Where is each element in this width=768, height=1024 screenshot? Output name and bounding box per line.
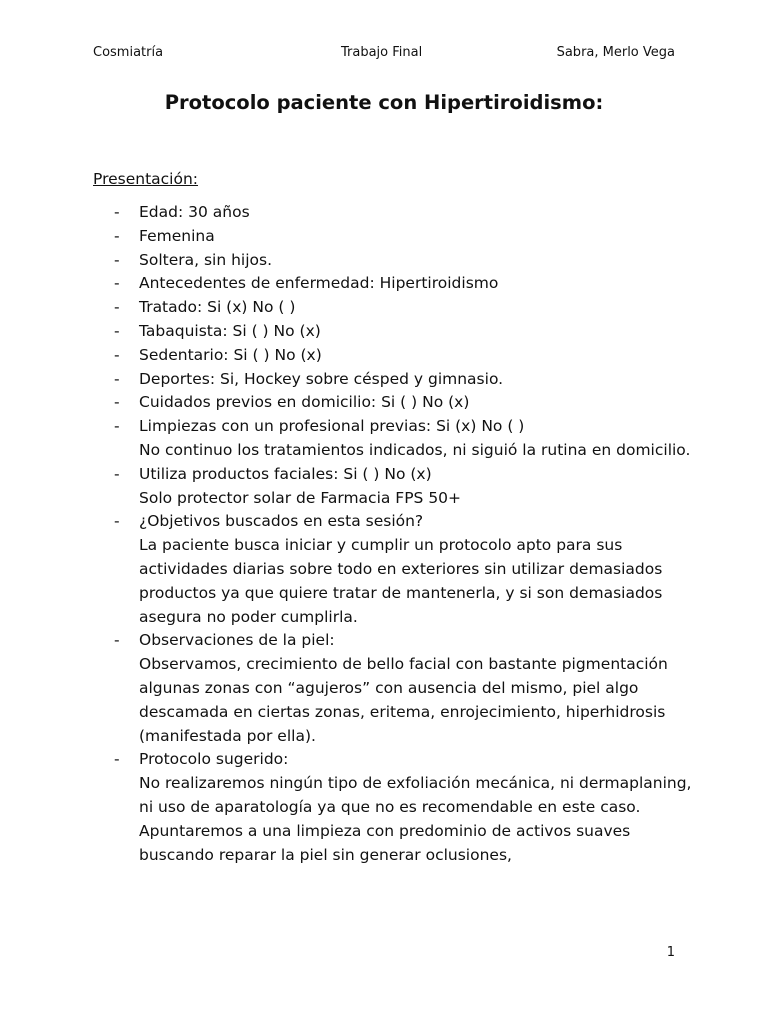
list-item-text: Protocolo sugerido: — [139, 750, 289, 769]
list-bullet: - — [114, 512, 120, 531]
list-bullet: - — [114, 226, 120, 245]
list-bullet: - — [114, 369, 120, 388]
header-course: Cosmiatría — [93, 45, 164, 60]
list-item-text: Antecedentes de enfermedad: Hipertiroidismo — [139, 274, 499, 293]
list-item — [93, 344, 693, 368]
list-bullet: - — [114, 631, 120, 650]
list-item-detail: Observamos, crecimiento de bello facial con bastante pigmentación algunas zonas con “agujeros” con ausencia del mismo, piel algo descamada en ciertas zonas, eritema, enrojecimiento, hiperhidrosis (manifestada por ella). — [139, 655, 668, 745]
list-bullet: - — [114, 750, 120, 769]
document-title: Protocolo paciente con Hipertiroidismo: — [164, 91, 604, 114]
list-item-text: Limpiezas con un profesional previas: Si (x) No ( ) — [139, 417, 525, 436]
list-item-text: Femenina — [139, 226, 215, 245]
list-item-detail: No realizaremos ningún tipo de exfoliación mecánica, ni dermaplaning, ni uso de aparatología ya que no es recomendable en este caso. Apuntaremos a una limpieza con predominio de activos suaves buscando reparar la piel sin generar oclusiones, — [139, 774, 692, 864]
header-document-type: Trabajo Final — [341, 45, 423, 60]
list-item — [93, 415, 693, 463]
list-item — [93, 368, 693, 392]
list-item-detail: No continuo los tratamientos indicados, ni siguió la rutina en domicilio. — [139, 440, 691, 459]
page-number: 1 — [666, 945, 675, 960]
list-item-text: Tabaquista: Si ( ) No (x) — [139, 321, 321, 340]
list-bullet: - — [114, 464, 120, 483]
list-bullet: - — [114, 203, 120, 221]
list-bullet: - — [114, 274, 120, 293]
list-item-text: Utiliza productos faciales: Si ( ) No (x) — [139, 464, 432, 483]
list-item-detail: La paciente busca iniciar y cumplir un protocolo apto para sus actividades diarias sobre todo en exteriores sin utilizar demasiados productos ya que quiere tratar de mantenerla, y si son demasiados asegura no poder cumplirla. — [139, 536, 663, 626]
list-bullet: - — [114, 298, 120, 317]
list-item — [93, 201, 693, 225]
list-item-text: Sedentario: Si ( ) No (x) — [139, 345, 322, 364]
list-item-text: Soltera, sin hijos. — [139, 250, 273, 269]
page-header — [93, 44, 675, 62]
list-item-text: Cuidados previos en domicilio: Si ( ) No (x) — [139, 393, 470, 412]
header-authors: Sabra, Merlo Vega — [556, 45, 675, 60]
list-item-text: Tratado: Si (x) No ( ) — [139, 298, 296, 317]
list-item — [93, 320, 693, 344]
section-heading: Presentación: — [93, 170, 199, 188]
list-item — [93, 748, 693, 867]
list-bullet: - — [114, 321, 120, 340]
list-item-text: Edad: 30 años — [139, 203, 250, 221]
presentation-list — [93, 201, 693, 867]
list-item — [93, 249, 693, 273]
list-bullet: - — [114, 345, 120, 364]
list-item — [93, 463, 693, 511]
list-item-text: Observaciones de la piel: — [139, 631, 335, 650]
list-item-detail: Solo protector solar de Farmacia FPS 50+ — [139, 488, 462, 507]
list-item — [93, 391, 693, 415]
list-item — [93, 296, 693, 320]
list-bullet: - — [114, 393, 120, 412]
list-item — [93, 225, 693, 249]
list-item-text: ¿Objetivos buscados en esta sesión? — [139, 512, 424, 531]
list-bullet: - — [114, 417, 120, 436]
list-item — [93, 510, 693, 629]
list-item — [93, 272, 693, 296]
list-item-text: Deportes: Si, Hockey sobre césped y gimnasio. — [139, 369, 504, 388]
list-bullet: - — [114, 250, 120, 269]
list-item — [93, 629, 693, 748]
